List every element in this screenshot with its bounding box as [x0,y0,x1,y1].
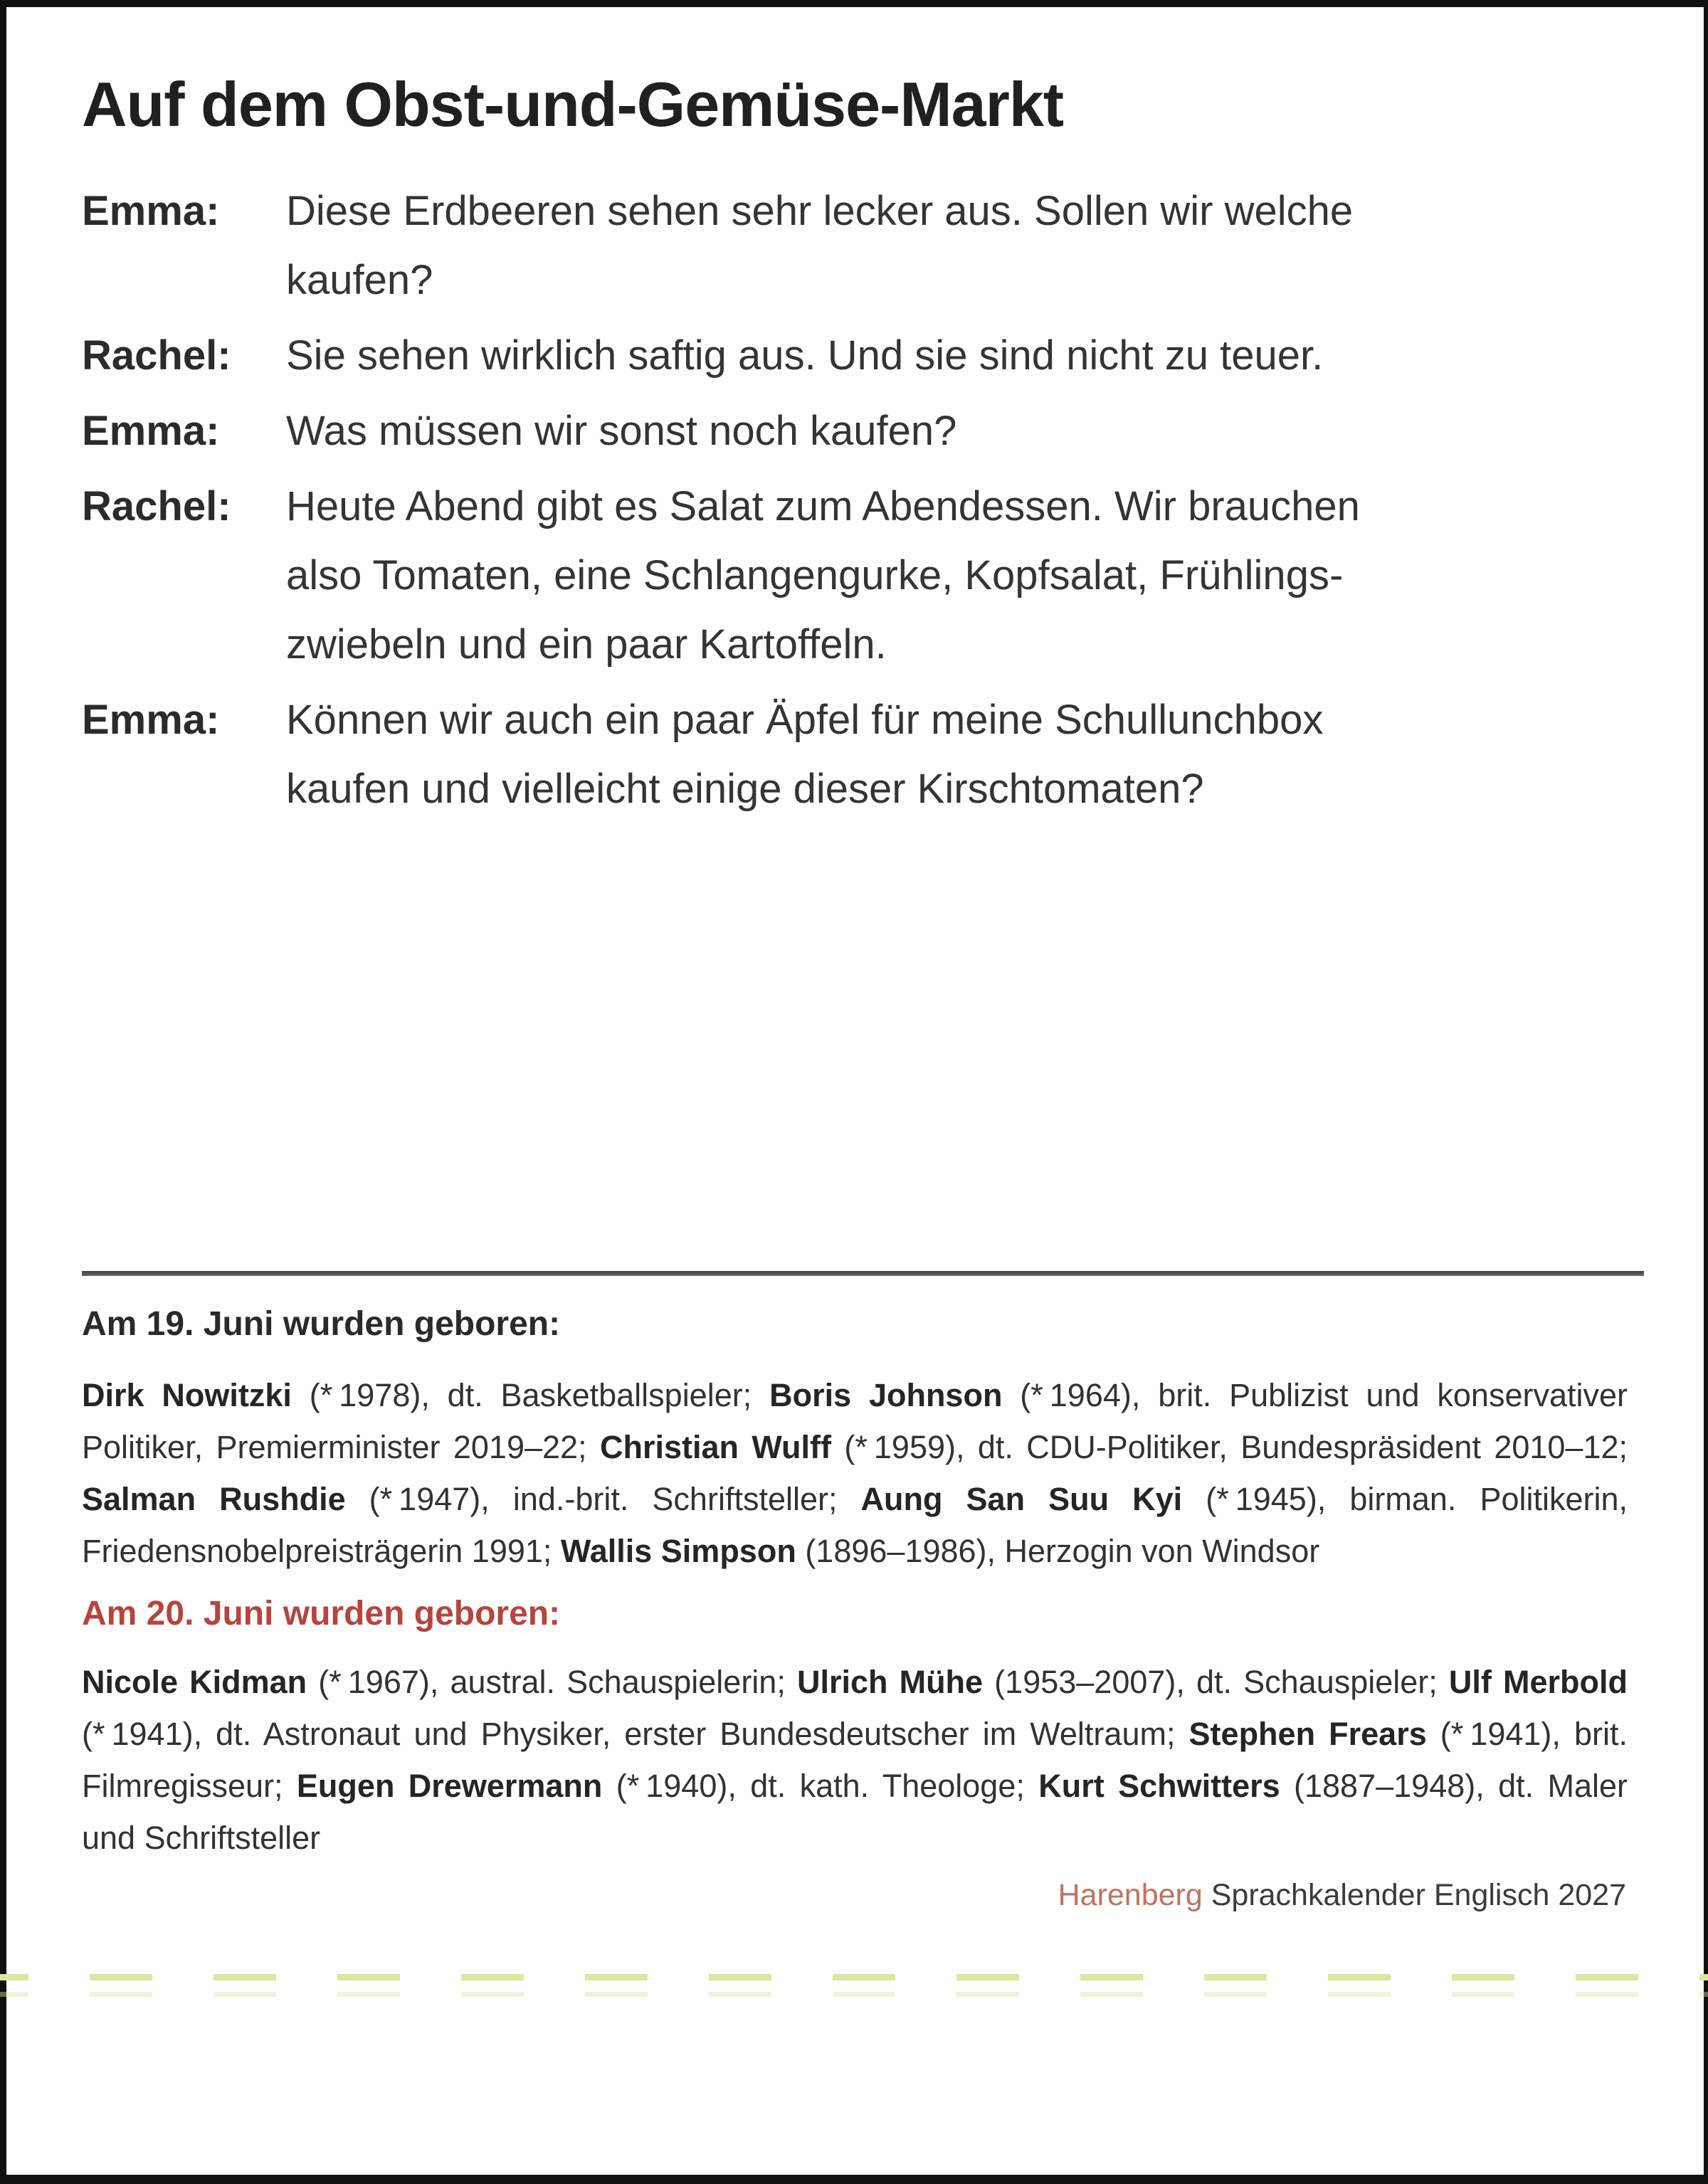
person-detail: (* 1959), dt. CDU-Politiker, Bundespräsident 2010–12; [831,1429,1628,1465]
dialogue-line: kaufen und vielleicht einige dieser Kirschtomaten? [286,766,1204,812]
dialogue-turn [82,321,1626,390]
birthdays-19-heading: Am 19. Juni wurden geboren: [82,1305,561,1343]
dialogue-line: Können wir auch ein paar Äpfel für meine Schullunchbox [286,697,1324,743]
footer-brand: Harenberg [1058,1878,1203,1912]
person-name: Dirk Nowitzki [82,1377,292,1413]
speaker-label: Rachel: [82,483,231,529]
person-detail: (* 1941), brit. Filmregisseur; [82,1716,1628,1804]
footer-imprint [1058,1877,1626,1914]
dialogue-line: Diese Erdbeeren sehen sehr lecker aus. Sollen wir welche [286,188,1354,234]
birthdays-20-heading: Am 20. Juni wurden geboren: [82,1595,561,1632]
dialogue-lines [286,321,1626,390]
speaker-label: Rachel: [82,332,231,379]
dialogue-line: kaufen? [286,257,433,303]
person-detail: (* 1964), brit. Publizist und konservativer Politiker, Premierminister 2019–22; [82,1377,1628,1465]
perforation-dashes-shadow [0,1992,1708,1997]
page-border-left [0,0,6,2184]
speaker-label: Emma: [82,697,220,743]
dialogue [82,176,1626,830]
section-divider [82,1271,1644,1276]
speaker-label: Emma: [82,188,220,234]
birthdays-20-text [82,1656,1628,1864]
dialogue-turn [82,176,1626,315]
dialogue-turn [82,685,1626,823]
page-border-top [0,0,1708,7]
person-name: Boris Johnson [769,1377,1003,1413]
dialogue-line: Was müssen wir sonst noch kaufen? [286,408,957,454]
person-name: Aung San Suu Kyi [860,1481,1183,1517]
speaker-label: Emma: [82,408,220,454]
footer-product: Sprachkalender Englisch 2027 [1211,1878,1626,1912]
dialogue-line: zwiebeln und ein paar Kartoffeln. [286,621,887,668]
person-name: Eugen Drewermann [296,1768,603,1804]
person-name: Christian Wulff [599,1429,831,1465]
person-detail: (* 1940), dt. kath. Theologe; [602,1768,1039,1804]
person-name: Stephen Frears [1188,1716,1427,1752]
birthdays-19-text [82,1369,1628,1577]
dialogue-line: also Tomaten, eine Schlangengurke, Kopfsalat, Frühlings- [286,552,1344,598]
person-detail: (* 1978), dt. Basketballspieler; [291,1377,770,1413]
person-name: Ulf Merbold [1448,1664,1628,1700]
dialogue-turn [82,396,1626,465]
person-detail: (* 1945), birman. Politikerin, Friedensnobelpreisträgerin 1991; [82,1481,1628,1569]
person-name: Ulrich Mühe [796,1664,984,1700]
dialogue-lines [286,685,1626,823]
person-detail: (* 1967), austral. Schauspielerin; [307,1664,797,1700]
person-detail: (* 1947), ind.-brit. Schriftsteller; [345,1481,861,1517]
page-border-right [1704,0,1708,2184]
dialogue-turn [82,472,1626,679]
dialogue-lines [286,472,1626,679]
person-detail: (* 1941), dt. Astronaut und Physiker, erster Bundesdeutscher im Weltraum; [82,1716,1189,1752]
person-name: Kurt Schwitters [1038,1768,1280,1804]
perforation-dashes [0,1974,1708,1980]
dialogue-lines [286,176,1626,315]
page-border-bottom [0,2175,1708,2184]
person-detail: (1887–1948), dt. Maler und Schriftsteller [82,1768,1628,1856]
person-name: Nicole Kidman [82,1664,307,1700]
dialogue-lines [286,396,1626,465]
person-detail: (1953–2007), dt. Schauspieler; [983,1664,1449,1700]
dialogue-line: Sie sehen wirklich saftig aus. Und sie sind nicht zu teuer. [286,332,1324,379]
person-name: Wallis Simpson [560,1533,796,1569]
person-detail: (1896–1986), Herzogin von Windsor [796,1533,1320,1569]
page-title: Auf dem Obst-und-Gemüse-Markt [82,69,1064,139]
dialogue-line: Heute Abend gibt es Salat zum Abendessen. Wir brauchen [286,483,1360,529]
person-name: Salman Rushdie [82,1481,346,1517]
